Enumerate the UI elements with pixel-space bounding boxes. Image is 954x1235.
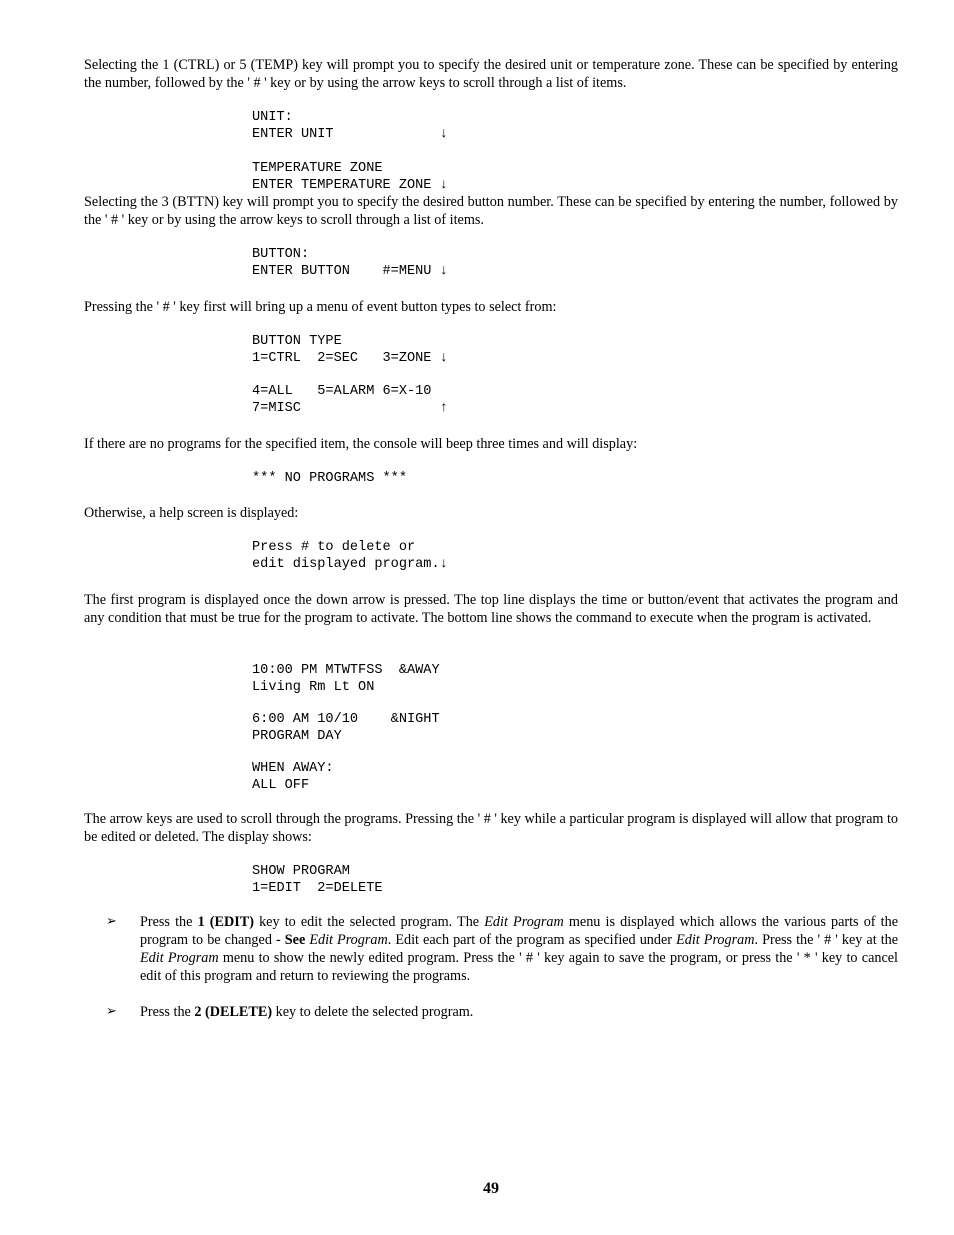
intro-paragraph: Selecting the 1 (CTRL) or 5 (TEMP) key will prompt you to specify the desired unit or temperature zone. These can be specified by entering the number, followed by the ' # ' key or by using the arrow keys to scroll through a list of items. [84,57,898,91]
display-button-type-1: BUTTON TYPE 1=CTRL 2=SEC 3=ZONE ↓ [252,334,448,366]
display-program-3: WHEN AWAY: ALL OFF [252,761,334,793]
bullet-arrow-icon: ➢ [106,1004,117,1019]
arrow-keys-paragraph: The arrow keys are used to scroll through the programs. Pressing the ' # ' key while a particular program is displayed will allow that program to be edited or deleted. The display shows: [84,811,898,845]
edit-bullet: Press the 1 (EDIT) key to edit the selected program. The Edit Program menu is displayed which allows the various parts of the program to be changed - See Edit Program. Edit each part of the program as specified under Edit Program. Press the ' # ' key at the Edit Program menu to show the newly edited program. Press the ' # ' key again to save the program, or press the ' * ' key to cancel edit of this program and return to reviewing the programs. [140,914,899,984]
help-screen-paragraph: Otherwise, a help screen is displayed: [84,505,299,521]
button-menu-paragraph: Pressing the ' # ' key first will bring up a menu of event button types to select from: [84,299,557,315]
bullet-arrow-icon: ➢ [106,914,117,929]
delete-bullet: Press the 2 (DELETE) key to delete the selected program. [140,1004,474,1020]
button-paragraph: Selecting the 3 (BTTN) key will prompt you to specify the desired button number. These can be specified by entering the number, followed by the ' # ' key or by using the arrow keys to scroll through a list of items. [84,194,898,228]
display-temperature-zone: TEMPERATURE ZONE ENTER TEMPERATURE ZONE ↓ [252,161,448,193]
first-program-paragraph: The first program is displayed once the down arrow is pressed. The top line displays the time or button/event that activates the program and any condition that must be true for the program to activate. The bottom line shows the command to execute when the program is activated. [84,592,898,626]
display-unit: UNIT: ENTER UNIT ↓ [252,110,448,142]
display-program-1: 10:00 PM MTWTFSS &AWAY Living Rm Lt ON [252,663,440,695]
display-show-program: SHOW PROGRAM 1=EDIT 2=DELETE [252,864,383,896]
page-number: 49 [483,1180,499,1197]
display-button: BUTTON: ENTER BUTTON #=MENU ↓ [252,247,448,279]
no-programs-paragraph: If there are no programs for the specified item, the console will beep three times and will display: [84,436,638,452]
display-button-type-2: 4=ALL 5=ALARM 6=X-10 7=MISC ↑ [252,384,448,416]
display-program-2: 6:00 AM 10/10 &NIGHT PROGRAM DAY [252,712,440,744]
display-no-programs: *** NO PROGRAMS *** [252,471,407,486]
display-help: Press # to delete or edit displayed program.↓ [252,540,448,572]
